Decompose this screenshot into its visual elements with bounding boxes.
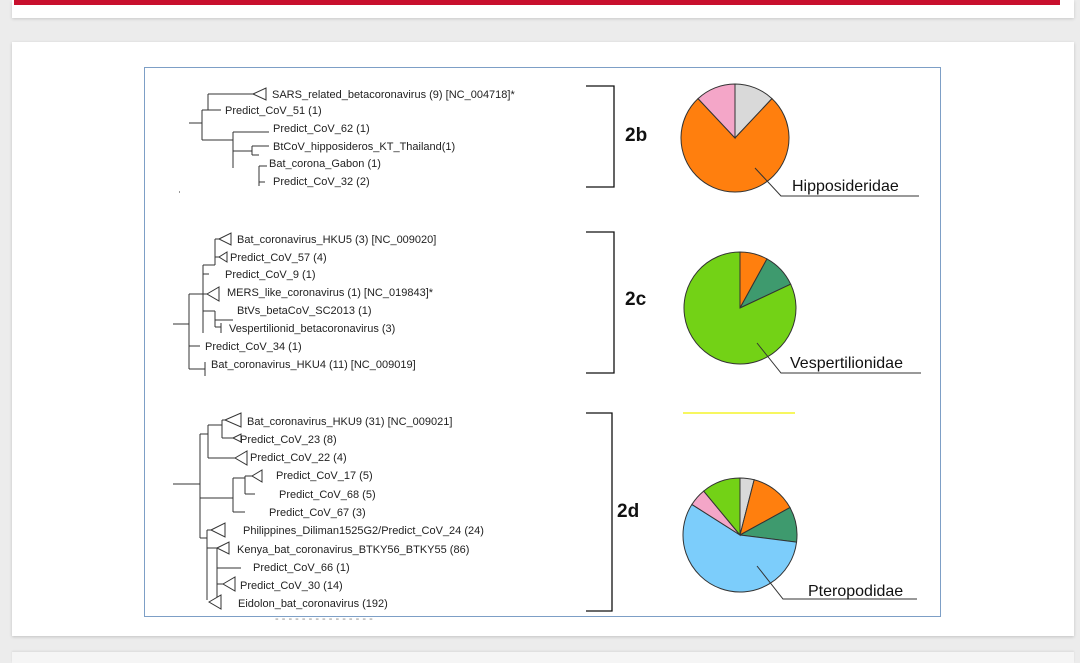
collapsed-clade-triangle [219,233,231,245]
collapsed-clade-triangle [235,451,247,465]
tree-2b [179,88,269,192]
leaf-label: MERS_like_coronavirus (1) [NC_019843]* [227,287,434,299]
leaf-label: Bat_corona_Gabon (1) [269,158,381,170]
collapsed-clade-triangle [219,252,227,262]
leaf-label: Eidolon_bat_coronavirus (192) [238,598,388,610]
figure-canvas [145,68,942,625]
leaf-label: BtCoV_hipposideros_KT_Thailand(1) [273,141,456,153]
clade-label: 2b [625,125,648,146]
leaf-label: Predict_CoV_67 (3) [269,507,366,519]
clade-bracket [586,86,614,187]
collapsed-clade-triangle [207,287,219,301]
leaf-label: Predict_CoV_66 (1) [253,562,350,574]
clade-bracket [586,413,612,611]
leaf-label: Predict_CoV_51 (1) [225,105,322,117]
collapsed-clade-triangle [211,523,225,537]
leaf-label: Bat_coronavirus_HKU5 (3) [NC_009020] [237,234,437,246]
leaf-label: Predict_CoV_68 (5) [279,489,376,501]
next-card [12,652,1074,663]
collapsed-clade-triangle [217,542,229,554]
leaf-label: Kenya_bat_coronavirus_BTKY56_BTKY55 (86) [237,544,470,556]
clade-label: 2d [617,501,640,522]
leaf-label: Vespertilionid_betacoronavirus (3) [229,323,396,335]
leaf-label: Predict_CoV_30 (14) [240,580,343,592]
leaf-label: Bat_coronavirus_HKU4 (11) [NC_009019] [211,359,416,371]
pie-chart [684,252,796,364]
leaf-label: Predict_CoV_23 (8) [240,434,337,446]
leaf-label: Predict_CoV_34 (1) [205,341,302,353]
collapsed-clade-triangle [209,595,221,609]
collapsed-clade-triangle [252,470,262,482]
family-label: Pteropodidae [808,583,904,600]
phylogeny-figure [144,67,941,625]
leaf-label: Predict_CoV_32 (2) [273,176,370,188]
family-label: Vespertilionidae [790,355,903,372]
leaf-label: Predict_CoV_22 (4) [250,452,347,464]
leaf-label: Predict_CoV_62 (1) [273,123,370,135]
clade-bracket [586,232,614,373]
collapsed-clade-triangle [253,88,266,100]
leaf-label: Philippines_Diliman1525G2/Predict_CoV_24 (24) [243,525,484,537]
clade-label: 2c [625,289,647,310]
leaf-label: SARS_related_betacoronavirus (9) [NC_004718]* [272,89,515,101]
collapsed-clade-triangle [223,577,235,591]
leaf-label: Predict_CoV_17 (5) [276,470,373,482]
leaf-label: Predict_CoV_9 (1) [225,269,316,281]
tree-2c [173,233,233,376]
collapsed-clade-triangle [225,413,241,427]
family-label: Hipposideridae [792,178,899,195]
pie-chart [681,84,789,192]
leaf-label: Predict_CoV_57 (4) [230,252,327,264]
header-accent-bar [14,0,1060,5]
pie-chart [683,478,797,592]
leaf-label: Bat_coronavirus_HKU9 (31) [NC_009021] [247,416,453,428]
leaf-label: BtVs_betaCoV_SC2013 (1) [237,305,372,317]
cropped-leaf-label: - - - - - - - - - - - - - - - [275,613,373,625]
